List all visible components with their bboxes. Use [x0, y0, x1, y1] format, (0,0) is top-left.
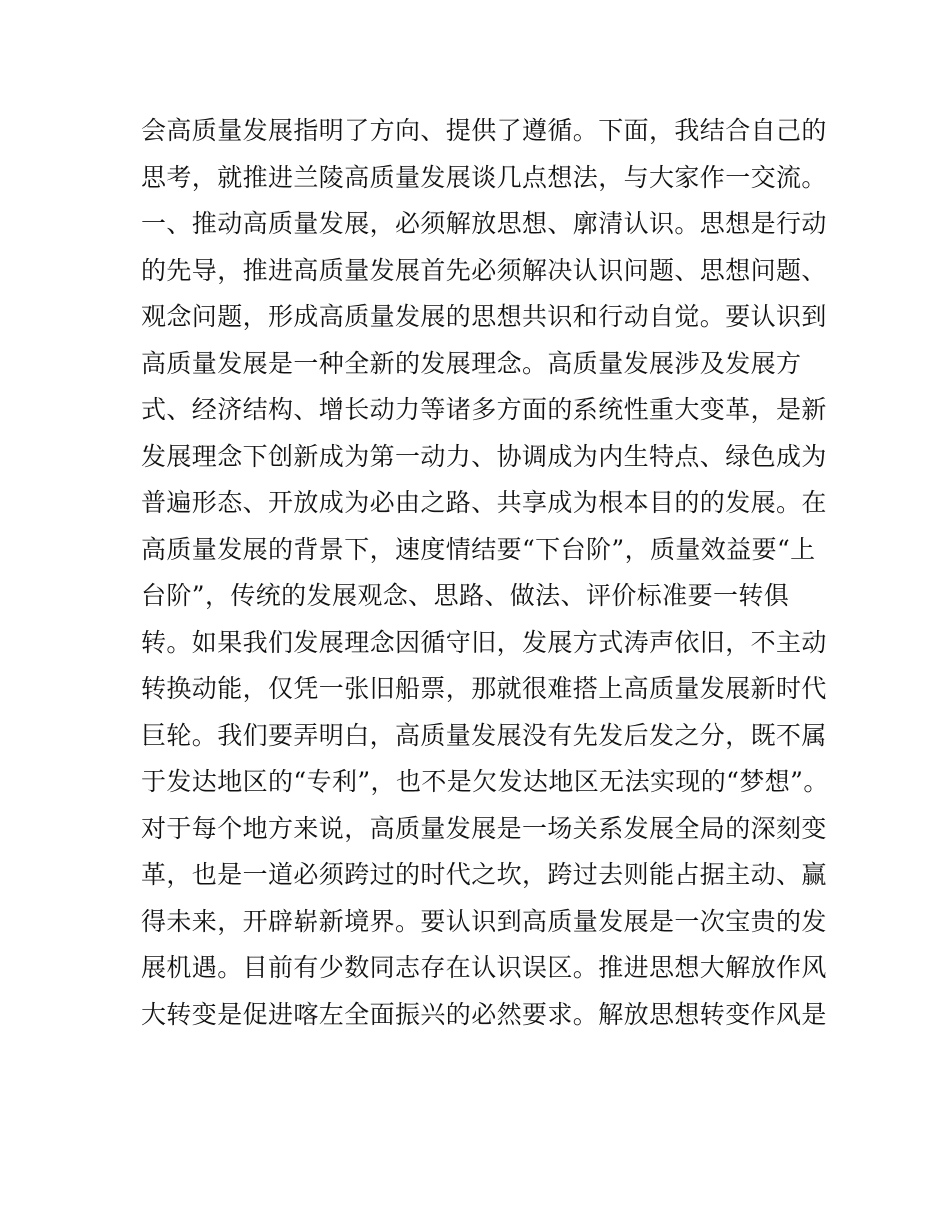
text-line: 普遍形态、开放成为必由之路、共享成为根本目的的发展。在 [141, 488, 827, 517]
text-line: 台阶”，传统的发展观念、思路、做法、评价标准要一转俱 [141, 581, 790, 610]
text-line: 观念问题，形成高质量发展的思想共识和行动自觉。要认识到 [141, 302, 827, 331]
body-text [141, 108, 829, 1038]
text-line: 转换动能，仅凭一张旧船票，那就很难搭上高质量发展新时代 [141, 674, 827, 703]
text-line: 对于每个地方来说，高质量发展是一场关系发展全局的深刻变 [141, 813, 827, 843]
text-line: 革，也是一道必须跨过的时代之坎，跨过去则能占据主动、赢 [141, 860, 827, 889]
text-line: 转。如果我们发展理念因循守旧，发展方式涛声依旧，不主动 [141, 627, 827, 657]
text-line: 巨轮。我们要弄明白，高质量发展没有先发后发之分，既不属 [141, 720, 827, 750]
text-line: 式、经济结构、增长动力等诸多方面的系统性重大变革，是新 [141, 395, 827, 424]
text-line: 于发达地区的“专利”，也不是欠发达地区无法实现的“梦想”。 [141, 767, 829, 796]
text-line: 高质量发展的背景下，速度情结要“下台阶”，质量效益要“上 [141, 534, 816, 564]
text-line: 一、推动高质量发展，必须解放思想、廓清认识。思想是行动 [141, 209, 827, 238]
text-line: 高质量发展是一种全新的发展理念。高质量发展涉及发展方 [141, 348, 802, 378]
text-line: 展机遇。目前有少数同志存在认识误区。推进思想大解放作风 [141, 953, 827, 982]
text-line: 会高质量发展指明了方向、提供了遵循。下面，我结合自己的 [141, 116, 827, 145]
text-line: 发展理念下创新成为第一动力、协调成为内生特点、绿色成为 [141, 441, 827, 471]
text-line: 思考，就推进兰陵高质量发展谈几点想法，与大家作一交流。 [141, 162, 827, 192]
text-line: 大转变是促进喀左全面振兴的必然要求。解放思想转变作风是 [141, 999, 827, 1029]
text-line: 得未来，开辟崭新境界。要认识到高质量发展是一次宝贵的发 [141, 906, 827, 936]
text-line: 的先导，推进高质量发展首先必须解决认识问题、思想问题、 [141, 255, 827, 285]
